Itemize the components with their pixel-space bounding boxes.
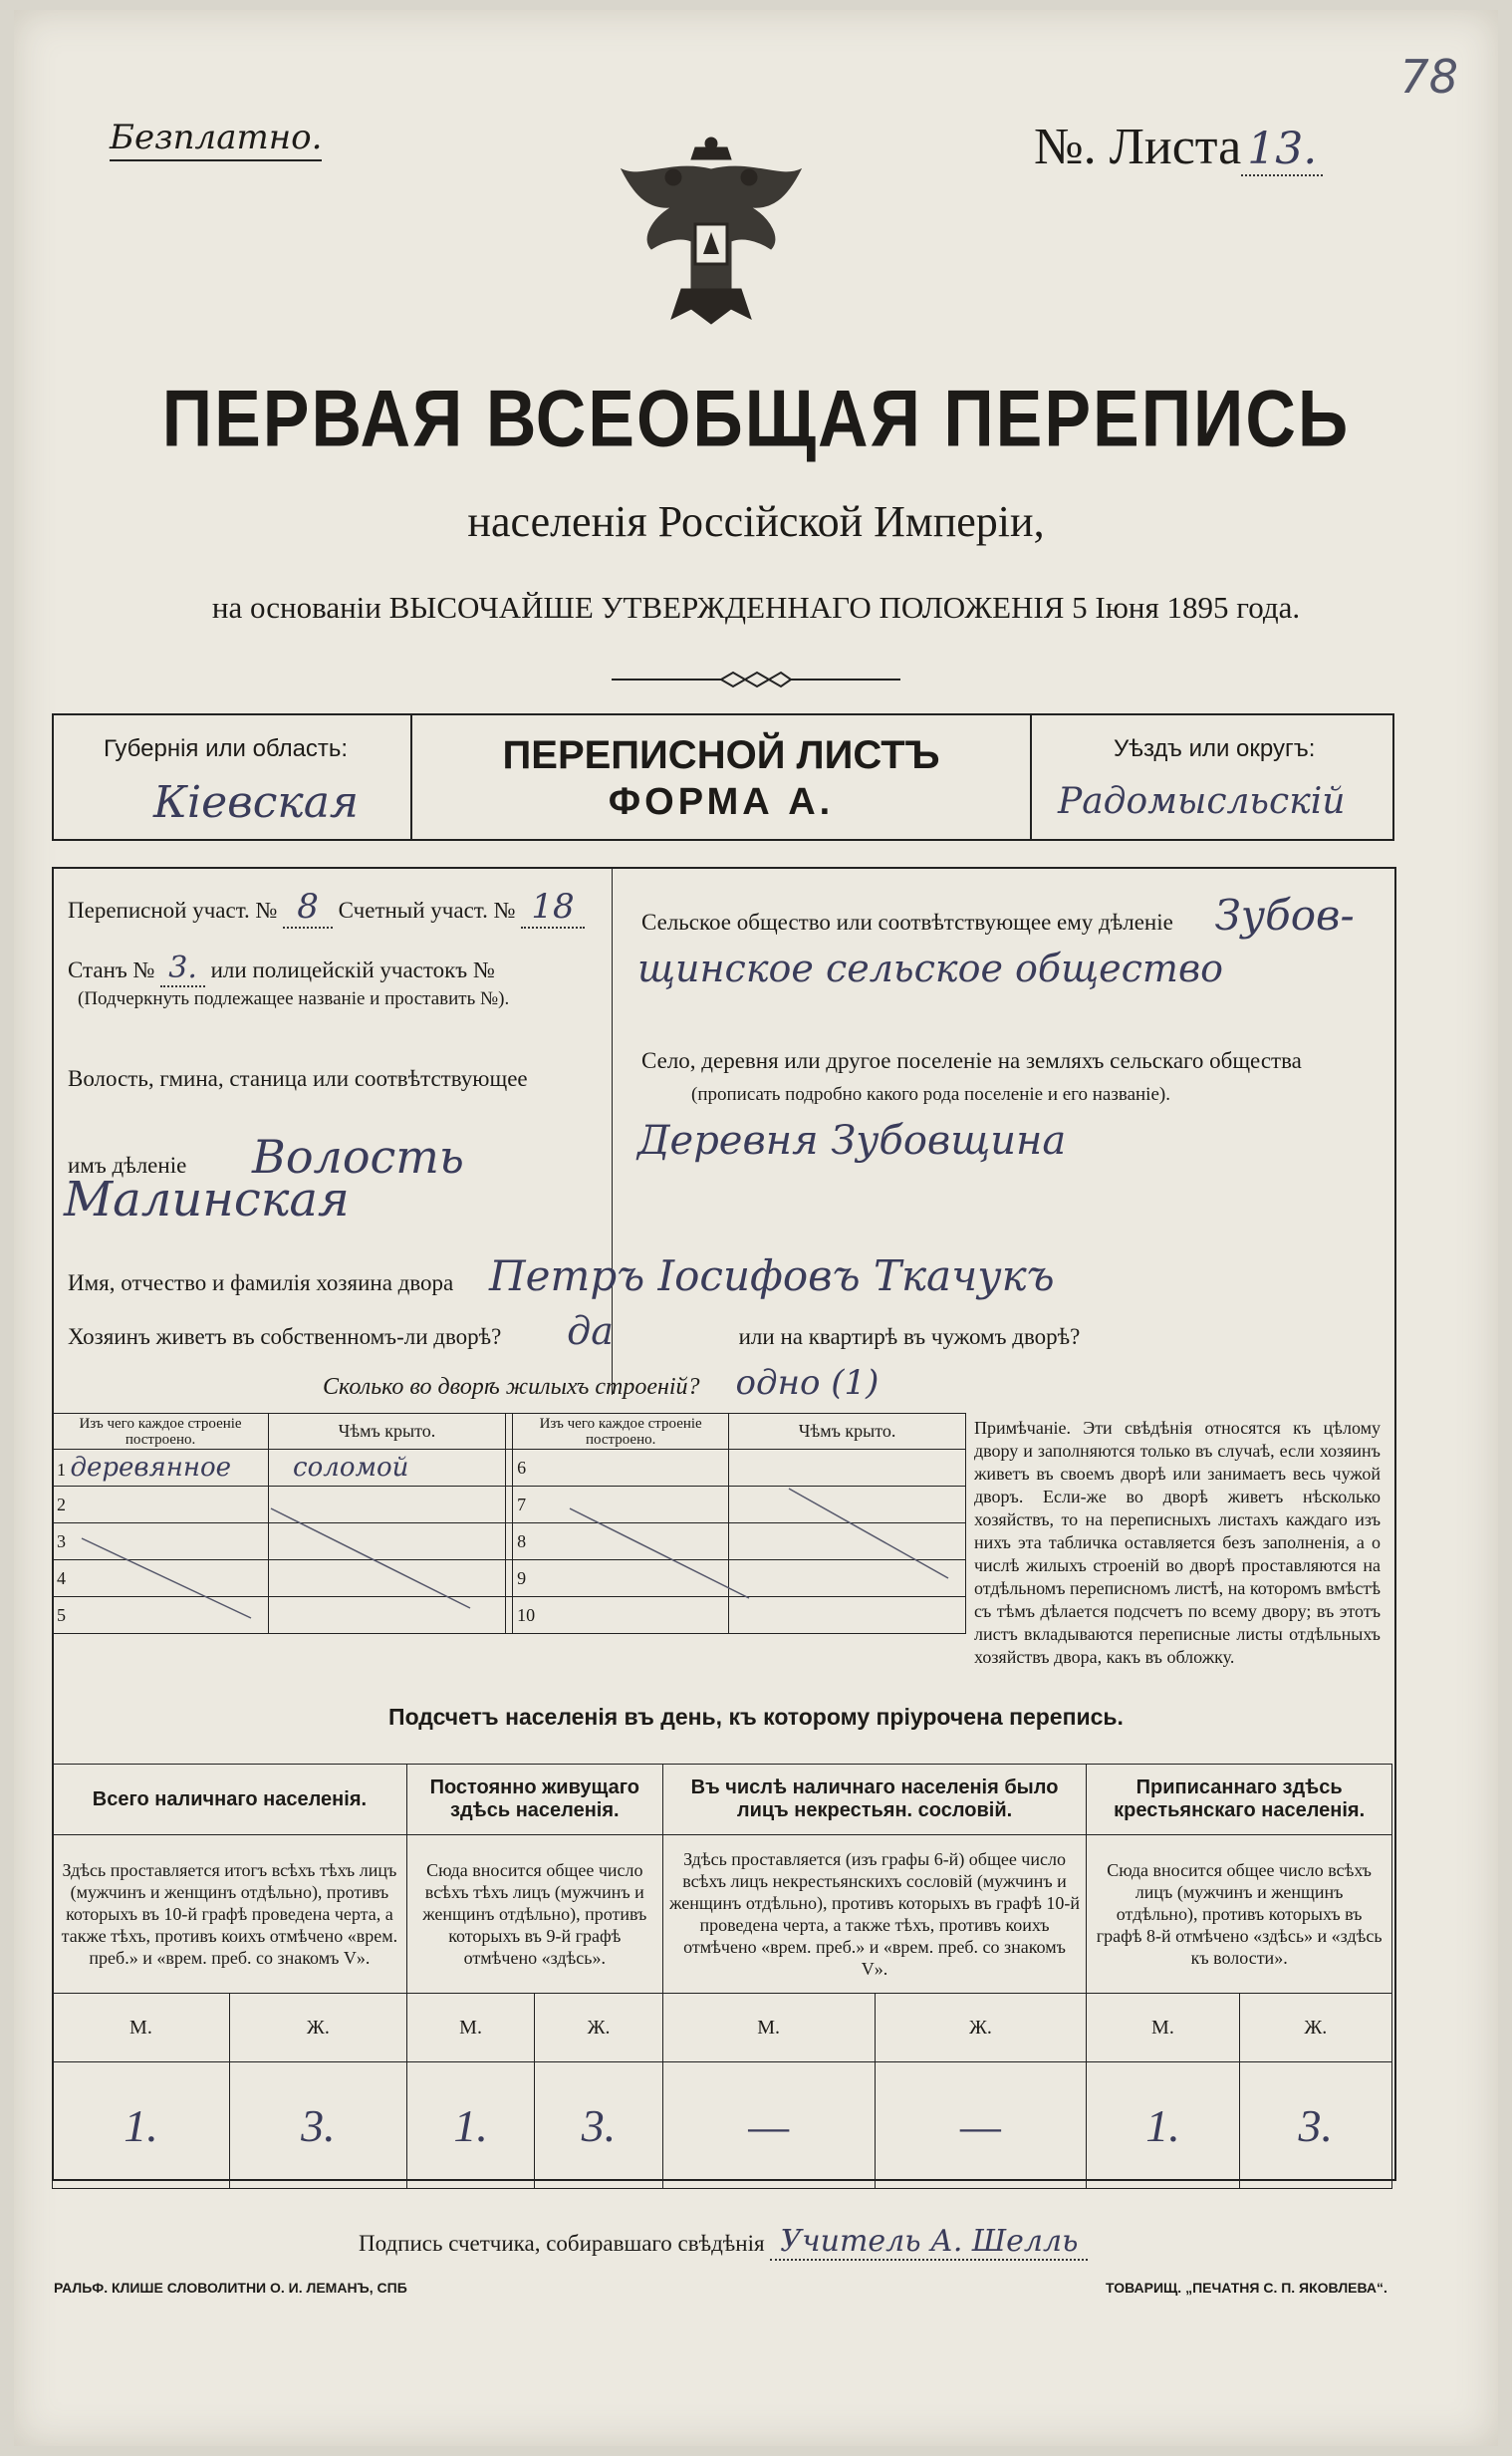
buildings-label: Сколько во дворѣ жилыхъ строеній? [323, 1374, 700, 1400]
society-label: Сельское общество или соотвѣтствующее ему дѣленіе [641, 910, 1173, 935]
volost-label2: имъ дѣленіе [68, 1153, 187, 1178]
row-num: 4 [53, 1560, 269, 1597]
count-area-label: Счетный участ. № [338, 898, 516, 923]
count-head-4: Приписаннаго здѣсь крестьянскаго населенія. [1087, 1765, 1392, 1835]
village-label: Село, деревня или другое поселеніе на земляхъ сельскаго общества [641, 1048, 1302, 1073]
col-m: М. [53, 1994, 230, 2062]
row-num: 10 [513, 1597, 729, 1634]
rented-label: или на квартирѣ въ чужомъ дворѣ? [738, 1324, 1081, 1349]
owner-label: Имя, отчество и фамилія хозяина двора [68, 1270, 454, 1295]
col-f: Ж. [229, 1994, 406, 2062]
gubernia-label: Губернія или область: [104, 735, 349, 762]
row-num: 5 [53, 1597, 269, 1634]
form-box [410, 713, 1032, 841]
col-m: М. [662, 1994, 875, 2062]
legal-basis: на основаніи ВЫСОЧАЙШЕ УТВЕРЖДЕННАГО ПОЛОЖЕНІЯ 5 Іюня 1895 года. [211, 590, 1301, 625]
row1-material: деревянное [70, 1453, 232, 1483]
row-num: 8 [513, 1523, 729, 1560]
form-title: ПЕРЕПИСНОЙ ЛИСТЪ [502, 733, 940, 777]
population-table [52, 1764, 1392, 2189]
sheet-number-value: 13. [1241, 124, 1323, 176]
signature-field [359, 2224, 1088, 2259]
count-desc-2: Сюда вносится общее число всѣхъ тѣхъ лицъ (мужчинъ и женщинъ отдѣльно), противъ которыхъ въ 9-й графѣ отмѣчено «здѣсь». [406, 1835, 662, 1994]
sheet-number [1034, 118, 1323, 176]
row-num: 7 [513, 1487, 729, 1523]
buildings-note: Примѣчаніе. Эти свѣдѣнія относятся къ цѣлому двору и заполняются только въ случаѣ, если хозяинъ живетъ въ своемъ дворѣ или занимаетъ весь чужой дворъ. Если-же во дворѣ живетъ нѣсколько хозяйствъ, то на переписныхъ листахъ каждаго изъ нихъ эта табличка оставляется безъ заполненія, а о числѣ жилыхъ строеній во дворѣ проставляются на отдѣльномъ переписномъ листѣ, на которомъ вмѣстѣ съ тѣмъ дѣлается подсчетъ по всему двору; въ этотъ листъ вкладываются переписные листы отдѣльныхъ хозяйствъ двора, какъ въ обложку. [974, 1418, 1381, 1667]
uezd-value: Радомысльскій [1058, 781, 1346, 822]
col-m: М. [1087, 1994, 1239, 2062]
society-value2: щинское сельское общество [637, 947, 1223, 990]
stan-value: 3. [160, 951, 205, 987]
signature-value: Учитель А. Шелль [770, 2224, 1088, 2261]
volost-value2: Малинская [64, 1172, 350, 1228]
census-area-field [68, 887, 585, 927]
count-desc-3: Здѣсь проставляется (изъ графы 6-й) общее число всѣхъ лицъ некрестьянскихъ сословій (мужчинъ и женщинъ отдѣльно), противъ которыхъ въ графѣ 10-й проведена черта, а также тѣхъ, противъ коихъ отмѣчено «врем. преб.» и «врем. преб. со знакомъ V». [662, 1835, 1087, 1994]
count-head-3: Въ числѣ наличнаго населенія было лицъ некрестьян. сословій. [662, 1765, 1087, 1835]
count-desc-1: Здѣсь проставляется итогъ всѣхъ тѣхъ лицъ (мужчинъ и женщинъ отдѣльно), противъ которыхъ въ 10-й графѣ проведена черта, а также тѣхъ, противъ коихъ отмѣчено «врем. преб.» и «врем. преб. со знакомъ V». [53, 1835, 407, 1994]
count-f-2: 3. [535, 2062, 662, 2189]
census-area-label: Переписной участ. № [68, 898, 278, 923]
uezd-box [1028, 713, 1394, 841]
gubernia-value: Кіевская [153, 777, 360, 828]
col-f: Ж. [535, 1994, 662, 2062]
row-num: 1 [57, 1460, 66, 1480]
own-yard-value: да [567, 1309, 614, 1353]
count-f-4: 3. [1239, 2062, 1391, 2189]
stan-label: Станъ № [68, 957, 155, 982]
volost-value: Волость [252, 1130, 464, 1184]
count-m-2: 1. [406, 2062, 534, 2189]
count-head-2: Постоянно живущаго здѣсь населенія. [406, 1765, 662, 1835]
eagle-emblem-icon [612, 130, 811, 329]
owner-field [68, 1251, 1055, 1300]
row-num: 3 [53, 1523, 269, 1560]
col-f: Ж. [1239, 1994, 1391, 2062]
count-area-value: 18 [521, 887, 584, 929]
col-roof-left: Чѣмъ крыто. [269, 1414, 506, 1450]
buildings-value: одно (1) [735, 1363, 880, 1403]
col-m: М. [406, 1994, 534, 2062]
col-material-right: Изъ чего каждое строеніе построено. [513, 1414, 729, 1450]
footer-right: ТОВАРИЩ. „ПЕЧАТНЯ С. П. ЯКОВЛЕВА“. [1106, 2280, 1387, 2296]
sheet-number-label: №. Листа [1034, 119, 1242, 175]
police-label: или полицейскій участокъ № [210, 957, 495, 982]
count-m-3: — [662, 2062, 875, 2189]
col-f: Ж. [875, 1994, 1087, 2062]
buildings-field [323, 1363, 879, 1403]
row-num: 9 [513, 1560, 729, 1597]
count-m-4: 1. [1087, 2062, 1239, 2189]
col-material-left: Изъ чего каждое строеніе построено. [53, 1414, 269, 1450]
signature-label: Подпись счетчика, собиравшаго свѣдѣнія [359, 2231, 765, 2256]
village-note: (прописать подробно какого рода поселеніе и его названіе). [691, 1084, 1170, 1105]
society-value: Зубов- [1214, 891, 1355, 940]
count-desc-4: Сюда вносится общее число всѣхъ лицъ (мужчинъ и женщинъ отдѣльно), противъ которыхъ въ графѣ 8-й отмѣчено «здѣсь» и «здѣсь къ волости». [1087, 1835, 1392, 1994]
count-title: Подсчетъ населенія въ день, къ которому пріурочена перепись. [388, 1704, 1124, 1730]
page-title: ПЕРВАЯ ВСЕОБЩАЯ ПЕРЕПИСЬ [161, 374, 1351, 463]
count-f-1: 3. [229, 2062, 406, 2189]
uezd-label: Уѣздъ или округъ: [1114, 735, 1316, 762]
owner-value: Петръ Іосифовъ Ткачукъ [489, 1251, 1055, 1300]
form-subtitle: ФОРМА А. [608, 781, 835, 823]
yard-field [68, 1309, 1080, 1353]
census-area-value: 8 [283, 887, 333, 929]
gubernia-box [52, 713, 412, 841]
strike-lines [52, 1449, 966, 1638]
row-num: 2 [53, 1487, 269, 1523]
free-label: Безплатно. [110, 118, 322, 161]
col-roof-right: Чѣмъ крыто. [729, 1414, 966, 1450]
archive-page-number: 78 [1399, 50, 1458, 104]
census-sheet [14, 10, 1498, 2446]
ornament-divider-icon [612, 670, 900, 689]
count-f-3: — [875, 2062, 1087, 2189]
underline-note: (Подчеркнуть подлежащее названіе и проставить №). [78, 988, 510, 1009]
volost-label: Волость, гмина, станица или соотвѣтствующее [68, 1066, 528, 1091]
row1-roof: соломой [293, 1453, 409, 1483]
footer-left: РАЛЬФ. КЛИШЕ СЛОВОЛИТНИ О. И. ЛЕМАНЪ, СПБ [54, 2280, 407, 2296]
own-yard-label: Хозяинъ живетъ въ собственномъ-ли дворѣ? [68, 1324, 502, 1349]
village-value: Деревня Зубовщина [637, 1118, 1067, 1164]
count-head-1: Всего наличнаго населенія. [53, 1765, 407, 1835]
stan-field [68, 951, 495, 985]
page-subtitle: населенія Россійской Имперіи, [467, 497, 1045, 546]
row-num: 6 [513, 1450, 729, 1487]
society-field [641, 891, 1355, 940]
count-m-1: 1. [53, 2062, 230, 2189]
